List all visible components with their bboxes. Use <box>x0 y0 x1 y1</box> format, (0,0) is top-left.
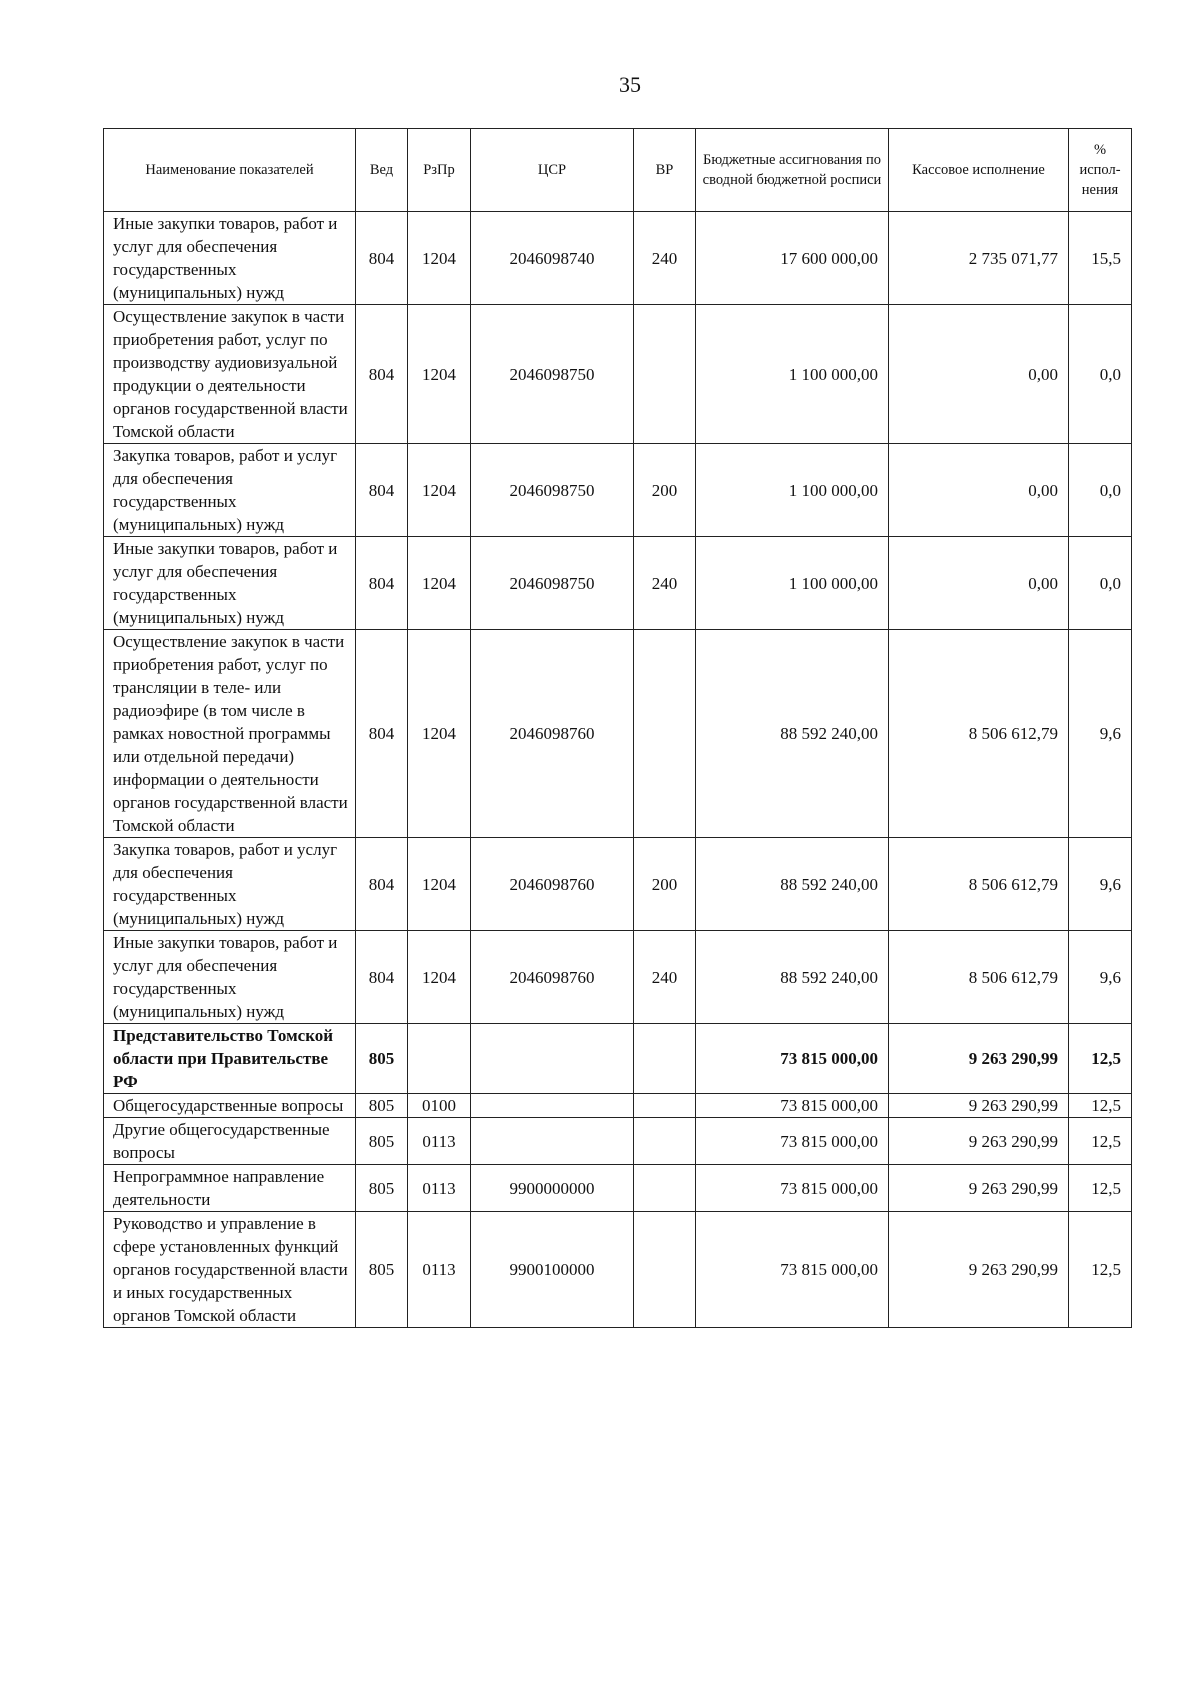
row-ved: 804 <box>356 444 408 537</box>
row-name: Руководство и управление в сфере установленных функций органов государственной власти и иных государственных органов Томской области <box>104 1212 356 1328</box>
table-header <box>104 129 1132 212</box>
row-percent: 9,6 <box>1069 630 1132 838</box>
row-rzpr: 1204 <box>408 444 471 537</box>
row-vr <box>634 1094 696 1118</box>
row-budget: 1 100 000,00 <box>696 305 889 444</box>
row-cash: 2 735 071,77 <box>889 212 1069 305</box>
row-name: Осуществление закупок в части приобретения работ, услуг по производству аудиовизуальной продукции о деятельности органов государственной власти Томской области <box>104 305 356 444</box>
row-cash: 8 506 612,79 <box>889 931 1069 1024</box>
row-percent: 15,5 <box>1069 212 1132 305</box>
row-percent: 0,0 <box>1069 537 1132 630</box>
header-rzpr: РзПр <box>408 129 471 212</box>
row-ved: 805 <box>356 1094 408 1118</box>
budget-execution-table <box>103 128 1132 1328</box>
row-budget: 73 815 000,00 <box>696 1118 889 1165</box>
table-row <box>104 838 1132 931</box>
row-vr <box>634 1212 696 1328</box>
header-row <box>104 129 1132 212</box>
row-cash: 8 506 612,79 <box>889 630 1069 838</box>
row-csr: 2046098750 <box>471 305 634 444</box>
row-budget: 73 815 000,00 <box>696 1212 889 1328</box>
table-row <box>104 1094 1132 1118</box>
row-vr <box>634 305 696 444</box>
row-vr: 240 <box>634 212 696 305</box>
table-row <box>104 305 1132 444</box>
row-ved: 804 <box>356 537 408 630</box>
header-vr: ВР <box>634 129 696 212</box>
row-csr <box>471 1024 634 1094</box>
row-rzpr: 0113 <box>408 1212 471 1328</box>
row-budget: 73 815 000,00 <box>696 1024 889 1094</box>
row-name: Общегосударственные вопросы <box>104 1094 356 1118</box>
row-ved: 805 <box>356 1118 408 1165</box>
row-csr: 2046098750 <box>471 537 634 630</box>
header-percent: % испол-нения <box>1069 129 1132 212</box>
row-csr <box>471 1118 634 1165</box>
header-ved: Вед <box>356 129 408 212</box>
row-rzpr: 0100 <box>408 1094 471 1118</box>
row-vr <box>634 1118 696 1165</box>
row-ved: 805 <box>356 1165 408 1212</box>
row-cash: 0,00 <box>889 537 1069 630</box>
row-vr: 240 <box>634 931 696 1024</box>
table-row <box>104 630 1132 838</box>
row-vr: 200 <box>634 444 696 537</box>
row-cash: 0,00 <box>889 444 1069 537</box>
row-ved: 805 <box>356 1212 408 1328</box>
row-vr <box>634 1024 696 1094</box>
row-csr: 2046098740 <box>471 212 634 305</box>
row-budget: 17 600 000,00 <box>696 212 889 305</box>
row-percent: 12,5 <box>1069 1212 1132 1328</box>
row-rzpr: 1204 <box>408 931 471 1024</box>
row-name: Осуществление закупок в части приобретения работ, услуг по трансляции в теле- или радиоэфире (в том числе в рамках новостной программы или отдельной передачи) информации о деятельности органов государственной власти Томской области <box>104 630 356 838</box>
row-vr: 240 <box>634 537 696 630</box>
row-ved: 805 <box>356 1024 408 1094</box>
row-csr: 2046098760 <box>471 838 634 931</box>
row-percent: 0,0 <box>1069 444 1132 537</box>
row-budget: 73 815 000,00 <box>696 1094 889 1118</box>
row-vr <box>634 1165 696 1212</box>
row-cash: 9 263 290,99 <box>889 1094 1069 1118</box>
table-row <box>104 537 1132 630</box>
table-row <box>104 1118 1132 1165</box>
row-budget: 1 100 000,00 <box>696 537 889 630</box>
table-row <box>104 444 1132 537</box>
row-budget: 1 100 000,00 <box>696 444 889 537</box>
row-rzpr: 0113 <box>408 1118 471 1165</box>
row-rzpr: 1204 <box>408 305 471 444</box>
row-rzpr: 1204 <box>408 537 471 630</box>
row-cash: 9 263 290,99 <box>889 1165 1069 1212</box>
row-cash: 9 263 290,99 <box>889 1024 1069 1094</box>
row-csr <box>471 1094 634 1118</box>
row-name: Закупка товаров, работ и услуг для обеспечения государственных (муниципальных) нужд <box>104 838 356 931</box>
row-rzpr: 1204 <box>408 630 471 838</box>
row-ved: 804 <box>356 838 408 931</box>
row-percent: 9,6 <box>1069 838 1132 931</box>
row-name: Иные закупки товаров, работ и услуг для обеспечения государственных (муниципальных) нужд <box>104 212 356 305</box>
row-percent: 12,5 <box>1069 1118 1132 1165</box>
row-rzpr <box>408 1024 471 1094</box>
row-percent: 9,6 <box>1069 931 1132 1024</box>
row-percent: 12,5 <box>1069 1094 1132 1118</box>
row-budget: 88 592 240,00 <box>696 630 889 838</box>
row-name: Другие общегосударственные вопросы <box>104 1118 356 1165</box>
header-cash: Кассовое исполнение <box>889 129 1069 212</box>
row-name: Иные закупки товаров, работ и услуг для обеспечения государственных (муниципальных) нужд <box>104 537 356 630</box>
row-rzpr: 0113 <box>408 1165 471 1212</box>
row-csr: 9900000000 <box>471 1165 634 1212</box>
table-row <box>104 1212 1132 1328</box>
row-cash: 0,00 <box>889 305 1069 444</box>
row-rzpr: 1204 <box>408 838 471 931</box>
row-cash: 8 506 612,79 <box>889 838 1069 931</box>
row-csr: 2046098760 <box>471 931 634 1024</box>
row-percent: 0,0 <box>1069 305 1132 444</box>
header-csr: ЦСР <box>471 129 634 212</box>
table-row <box>104 1165 1132 1212</box>
header-budget: Бюджетные ассигнования по сводной бюджетной росписи <box>696 129 889 212</box>
row-name: Представительство Томской области при Правительстве РФ <box>104 1024 356 1094</box>
page-number: 35 <box>619 72 641 97</box>
row-name: Закупка товаров, работ и услуг для обеспечения государственных (муниципальных) нужд <box>104 444 356 537</box>
table-row <box>104 212 1132 305</box>
row-vr <box>634 630 696 838</box>
row-budget: 88 592 240,00 <box>696 931 889 1024</box>
row-name: Непрограммное направление деятельности <box>104 1165 356 1212</box>
table-row <box>104 931 1132 1024</box>
row-cash: 9 263 290,99 <box>889 1212 1069 1328</box>
row-name: Иные закупки товаров, работ и услуг для обеспечения государственных (муниципальных) нужд <box>104 931 356 1024</box>
row-csr: 9900100000 <box>471 1212 634 1328</box>
row-ved: 804 <box>356 931 408 1024</box>
row-budget: 88 592 240,00 <box>696 838 889 931</box>
row-ved: 804 <box>356 305 408 444</box>
row-budget: 73 815 000,00 <box>696 1165 889 1212</box>
table-row-total <box>104 1024 1132 1094</box>
row-percent: 12,5 <box>1069 1024 1132 1094</box>
row-percent: 12,5 <box>1069 1165 1132 1212</box>
header-name: Наименование показателей <box>104 129 356 212</box>
row-ved: 804 <box>356 212 408 305</box>
row-ved: 804 <box>356 630 408 838</box>
table-body <box>104 212 1132 1328</box>
row-csr: 2046098750 <box>471 444 634 537</box>
row-vr: 200 <box>634 838 696 931</box>
row-rzpr: 1204 <box>408 212 471 305</box>
row-cash: 9 263 290,99 <box>889 1118 1069 1165</box>
row-csr: 2046098760 <box>471 630 634 838</box>
